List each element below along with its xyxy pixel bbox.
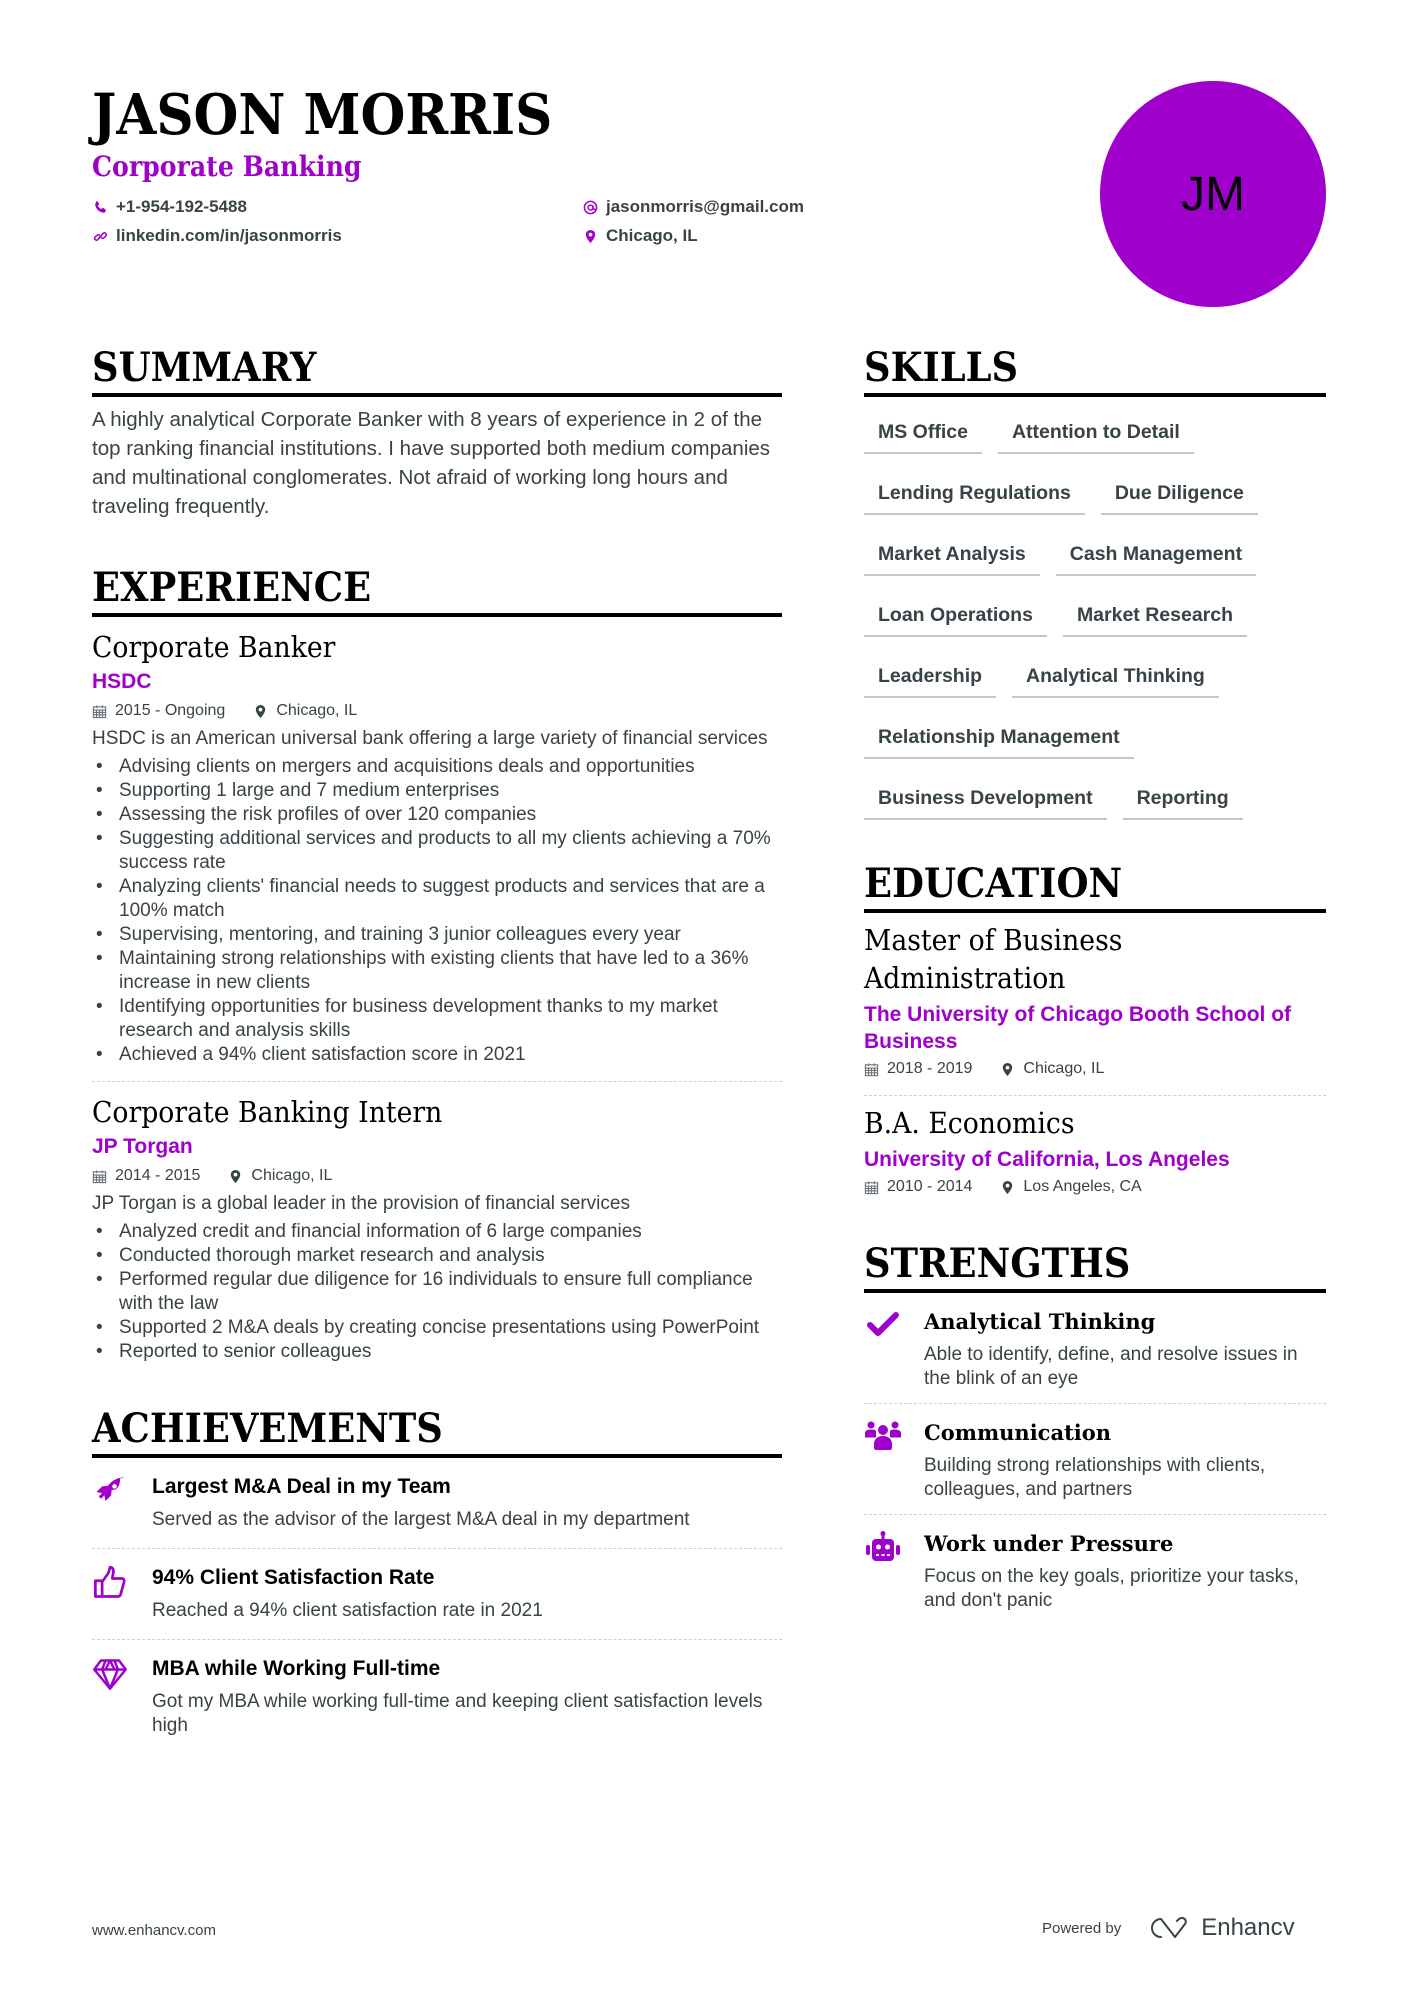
skill-tag: Market Analysis	[864, 532, 1040, 576]
education-entry	[864, 1096, 1326, 1199]
company-name: JP Torgan	[92, 1135, 193, 1158]
skill-tag: Relationship Management	[864, 715, 1134, 759]
school-name: University of California, Los Angeles	[864, 1148, 1230, 1171]
strength-description: Able to identify, define, and resolve issues in the blink of an eye	[924, 1344, 1298, 1389]
bullet-item: • Supporting 1 large and 7 medium enterprises	[92, 779, 782, 803]
job-title: Corporate Banking Intern	[92, 1095, 443, 1129]
education-location: Chicago, IL	[1000, 1057, 1104, 1081]
skill-tag: Analytical Thinking	[1012, 654, 1219, 698]
job-bullets	[92, 1220, 782, 1364]
degree-title: Master of Business Administration	[864, 923, 1123, 995]
contact-linkedin[interactable]	[92, 226, 342, 246]
left-column	[92, 345, 782, 1754]
map-pin-icon	[1000, 1180, 1015, 1195]
school-name: The University of Chicago Booth School of Business	[864, 1003, 1292, 1053]
calendar-icon	[864, 1180, 879, 1195]
brand-name: Enhancv	[1201, 1914, 1295, 1941]
footer-branding	[1042, 1914, 1295, 1942]
job-meta	[92, 1164, 782, 1188]
company-description: JP Torgan is a global leader in the provision of financial services	[92, 1193, 630, 1214]
checkmark-icon	[864, 1309, 902, 1343]
achievement-description: Reached a 94% client satisfaction rate in 2021	[152, 1600, 543, 1621]
company-description: HSDC is an American universal bank offering a large variety of financial services	[92, 728, 768, 749]
right-column	[864, 345, 1326, 1625]
candidate-name: JASON MORRIS	[92, 82, 553, 148]
education-meta	[864, 1175, 1326, 1199]
contact-location-text: Chicago, IL	[606, 226, 698, 245]
powered-by-label: Powered by	[1042, 1919, 1122, 1937]
diamond-icon	[92, 1656, 128, 1692]
achievement-title: 94% Client Satisfaction Rate	[152, 1566, 435, 1589]
link-icon	[92, 228, 108, 244]
job-dates: 2015 - Ongoing	[92, 699, 225, 723]
achievements-heading: ACHIEVEMENTS	[92, 1405, 443, 1452]
avatar-initials: JM	[1181, 167, 1245, 221]
job-meta	[92, 699, 782, 723]
skill-tag: MS Office	[864, 410, 982, 454]
job-entry	[92, 617, 782, 1082]
achievement-item	[92, 1458, 782, 1548]
skills-section	[864, 345, 1326, 837]
degree-title: B.A. Economics	[864, 1106, 1075, 1140]
job-bullets	[92, 755, 782, 1067]
section-divider	[864, 393, 1326, 397]
skill-tag: Market Research	[1063, 593, 1247, 637]
contact-location	[582, 226, 698, 246]
bullet-item: • Analyzed credit and financial information of 6 large companies	[92, 1220, 782, 1244]
job-location: Chicago, IL	[253, 699, 357, 723]
achievements-section	[92, 1406, 782, 1754]
strength-item	[864, 1404, 1326, 1514]
achievement-title: MBA while Working Full-time	[152, 1657, 441, 1680]
summary-section	[92, 345, 782, 521]
job-title: Corporate Banker	[92, 630, 336, 664]
avatar	[1100, 81, 1326, 307]
skill-tag: Cash Management	[1056, 532, 1256, 576]
contact-email-text: jasonmorris@gmail.com	[606, 197, 804, 216]
enhancv-logo-icon	[1147, 1915, 1193, 1941]
thumbs-up-icon	[92, 1565, 128, 1601]
footer-website[interactable]: www.enhancv.com	[92, 1922, 216, 1939]
strength-title: Analytical Thinking	[924, 1309, 1156, 1334]
achievement-item	[92, 1640, 782, 1754]
contact-phone[interactable]	[92, 197, 247, 217]
education-section	[864, 861, 1326, 1199]
strength-description: Building strong relationships with clients, colleagues, and partners	[924, 1455, 1266, 1500]
bullet-item: • Conducted thorough market research and analysis	[92, 1244, 782, 1268]
contact-info	[92, 192, 852, 252]
map-pin-icon	[582, 228, 598, 244]
strength-item	[864, 1293, 1326, 1403]
robot-icon	[864, 1531, 902, 1565]
strength-description: Focus on the key goals, prioritize your tasks, and don't panic	[924, 1566, 1299, 1611]
bullet-item: • Identifying opportunities for business development thanks to my market research and analysis skills	[92, 995, 782, 1043]
bullet-item: • Analyzing clients' financial needs to suggest products and services that are a 100% match	[92, 875, 782, 923]
education-meta	[864, 1057, 1326, 1081]
skill-tag: Due Diligence	[1101, 471, 1258, 515]
candidate-title: Corporate Banking	[92, 150, 362, 183]
achievement-description: Got my MBA while working full-time and keeping client satisfaction levels high	[152, 1691, 763, 1736]
company-name: HSDC	[92, 670, 152, 693]
calendar-icon	[864, 1062, 879, 1077]
education-location: Los Angeles, CA	[1000, 1175, 1141, 1199]
bullet-item: • Suggesting additional services and products to all my clients achieving a 70% success rate	[92, 827, 782, 875]
contact-phone-text: +1-954-192-5488	[116, 197, 247, 216]
achievement-title: Largest M&A Deal in my Team	[152, 1475, 451, 1498]
job-location: Chicago, IL	[228, 1164, 332, 1188]
skill-tag: Leadership	[864, 654, 996, 698]
skills-list	[864, 410, 1334, 837]
bullet-item: • Advising clients on mergers and acquisitions deals and opportunities	[92, 755, 782, 779]
experience-heading: EXPERIENCE	[92, 564, 372, 611]
bullet-item: • Achieved a 94% client satisfaction score in 2021	[92, 1043, 782, 1067]
job-dates: 2014 - 2015	[92, 1164, 200, 1188]
contact-email[interactable]	[582, 197, 804, 217]
summary-heading: SUMMARY	[92, 344, 317, 391]
education-dates: 2010 - 2014	[864, 1175, 972, 1199]
strength-item	[864, 1515, 1326, 1625]
education-heading: EDUCATION	[864, 860, 1123, 907]
bullet-item: • Supported 2 M&A deals by creating concise presentations using PowerPoint	[92, 1316, 782, 1340]
contact-linkedin-text: linkedin.com/in/jasonmorris	[116, 226, 342, 245]
enhancv-logo[interactable]	[1147, 1914, 1294, 1942]
skill-tag: Loan Operations	[864, 593, 1047, 637]
skill-tag: Business Development	[864, 776, 1107, 820]
resume-header	[92, 82, 992, 245]
skills-heading: SKILLS	[864, 344, 1019, 391]
strength-title: Work under Pressure	[924, 1531, 1174, 1556]
section-divider	[92, 393, 782, 397]
achievement-description: Served as the advisor of the largest M&A deal in my department	[152, 1509, 690, 1530]
rocket-icon	[92, 1474, 128, 1510]
map-pin-icon	[228, 1169, 243, 1184]
skill-tag: Lending Regulations	[864, 471, 1085, 515]
education-dates: 2018 - 2019	[864, 1057, 972, 1081]
education-entry	[864, 913, 1326, 1096]
bullet-item: • Supervising, mentoring, and training 3 junior colleagues every year	[92, 923, 782, 947]
skill-tag: Attention to Detail	[998, 410, 1194, 454]
bullet-item: • Maintaining strong relationships with existing clients that have led to a 36% increase in new clients	[92, 947, 782, 995]
bullet-item: • Reported to senior colleagues	[92, 1340, 782, 1364]
bullet-item: • Assessing the risk profiles of over 120 companies	[92, 803, 782, 827]
phone-icon	[92, 199, 108, 215]
summary-text: A highly analytical Corporate Banker with 8 years of experience in 2 of the top ranking financial institutions. I have supported both medium companies and multinational conglomerates. Not afraid of working long hours and traveling frequently.	[92, 408, 771, 518]
achievement-item	[92, 1549, 782, 1639]
calendar-icon	[92, 704, 107, 719]
map-pin-icon	[1000, 1062, 1015, 1077]
experience-section	[92, 565, 782, 1364]
job-entry	[92, 1082, 782, 1364]
strengths-heading: STRENGTHS	[864, 1240, 1131, 1287]
strengths-section	[864, 1241, 1326, 1625]
bullet-item: • Performed regular due diligence for 16 individuals to ensure full compliance with the law	[92, 1268, 782, 1316]
calendar-icon	[92, 1169, 107, 1184]
map-pin-icon	[253, 704, 268, 719]
users-icon	[864, 1420, 902, 1454]
skill-tag: Reporting	[1123, 776, 1243, 820]
strength-title: Communication	[924, 1420, 1112, 1445]
at-sign-icon	[582, 199, 598, 215]
